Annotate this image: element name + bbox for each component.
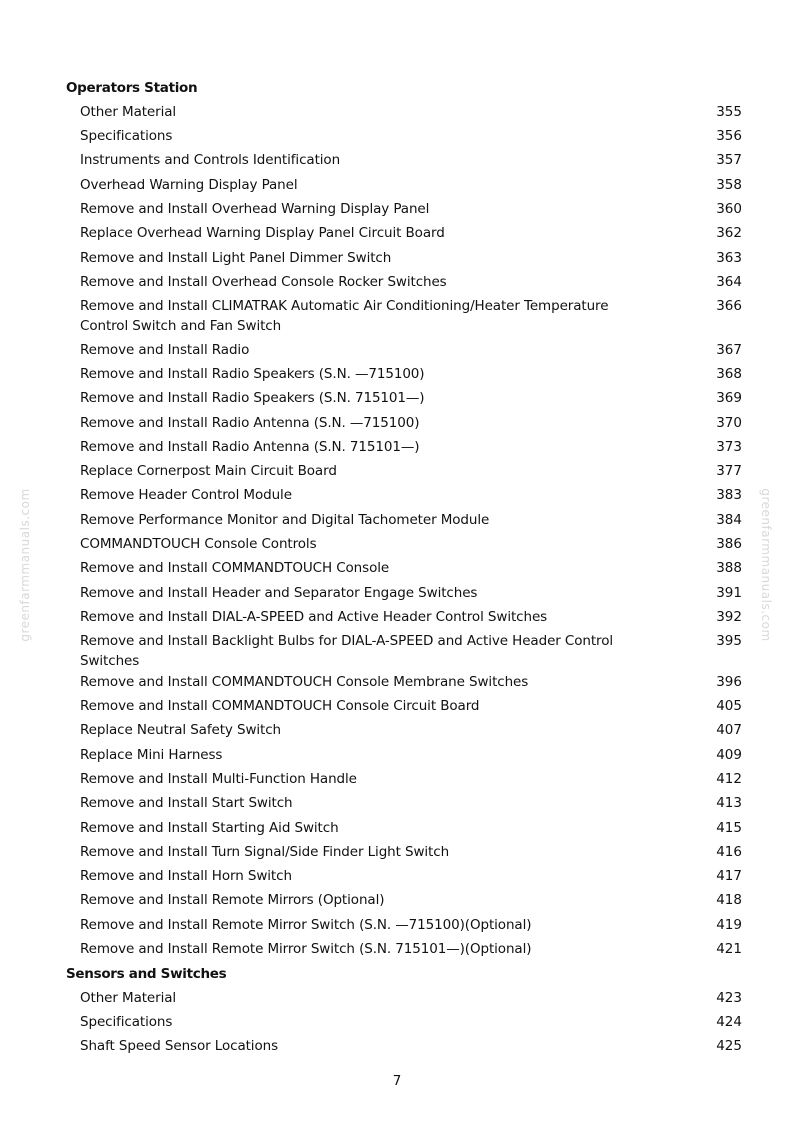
toc-entry[interactable]: [80, 101, 742, 125]
toc-entry-page: 368: [716, 365, 742, 382]
toc-entry[interactable]: [80, 296, 742, 340]
toc-entry[interactable]: [80, 793, 742, 817]
toc-entry-title: Remove and Install Start Switch: [80, 795, 293, 812]
watermark-left: greenfarmmanuals.com: [18, 488, 32, 642]
toc-entry-title: Remove and Install Overhead Console Rocker Switches: [80, 273, 447, 290]
toc-entry-title: Remove and Install Remote Mirrors (Optional): [80, 892, 385, 909]
table-of-contents: [0, 77, 794, 1060]
toc-entry-page: 425: [716, 1038, 742, 1055]
toc-entry[interactable]: [80, 1036, 742, 1060]
toc-entry-title: Replace Mini Harness: [80, 746, 223, 763]
toc-entry-title: Overhead Warning Display Panel: [80, 176, 298, 193]
toc-entry-page: 396: [716, 673, 742, 690]
toc-entry-title: Remove and Install Radio: [80, 341, 250, 358]
toc-entry[interactable]: [80, 671, 742, 695]
toc-entry-title: Remove and Install COMMANDTOUCH Console Membrane Switches: [80, 673, 529, 690]
toc-entry[interactable]: [80, 606, 742, 630]
toc-entry[interactable]: [80, 720, 742, 744]
toc-entry-page: 416: [716, 843, 742, 860]
toc-entry-title: Remove Header Control Module: [80, 487, 292, 504]
toc-entry-title: Remove and Install Light Panel Dimmer Switch: [80, 249, 392, 266]
toc-entry-page: 384: [716, 511, 742, 528]
toc-entry-page: 391: [716, 584, 742, 601]
toc-entry-page: 377: [716, 463, 742, 480]
toc-entry[interactable]: [80, 247, 742, 271]
toc-entry-title: Remove and Install Overhead Warning Display Panel: [80, 200, 430, 217]
toc-entry-page: 373: [716, 438, 742, 455]
toc-entry-title: Remove and Install Remote Mirror Switch (S.N. 715101—)(Optional): [80, 941, 532, 957]
toc-entry[interactable]: [80, 558, 742, 582]
toc-entry[interactable]: [80, 363, 742, 387]
toc-entry[interactable]: [80, 582, 742, 606]
toc-entry-page: 413: [716, 795, 742, 812]
section-entries: [0, 987, 794, 1060]
toc-entry-title: Remove and Install COMMANDTOUCH Console: [80, 560, 390, 577]
toc-entry[interactable]: [80, 150, 742, 174]
section-heading-sensors-and-switches: Sensors and Switches: [66, 965, 227, 982]
toc-entry[interactable]: [80, 339, 742, 363]
toc-entry[interactable]: [80, 485, 742, 509]
toc-entry[interactable]: [80, 631, 742, 672]
toc-entry[interactable]: [80, 509, 742, 533]
toc-entry-title: Shaft Speed Sensor Locations: [80, 1038, 279, 1055]
toc-entry[interactable]: [80, 841, 742, 865]
toc-entry[interactable]: [80, 914, 742, 938]
toc-entry-page: 415: [716, 819, 742, 836]
toc-entry-title: Remove and Install Radio Antenna (S.N. —715100): [80, 414, 420, 431]
section-entries: [0, 101, 794, 963]
toc-entry-title: Remove and Install DIAL-A-SPEED and Active Header Control Switches: [80, 608, 548, 625]
toc-entry-page: 392: [716, 608, 742, 625]
page-number: 7: [392, 1073, 402, 1089]
toc-entry-page: 417: [716, 868, 742, 885]
toc-entry-page: 364: [716, 273, 742, 290]
toc-entry[interactable]: [80, 866, 742, 890]
toc-entry[interactable]: [80, 768, 742, 792]
toc-entry-title: Remove and Install Multi-Function Handle: [80, 770, 357, 787]
toc-entry-title: Instruments and Controls Identification: [80, 152, 341, 169]
section-heading-operators-station: Operators Station: [66, 80, 198, 96]
toc-entry[interactable]: [80, 534, 742, 558]
toc-entry[interactable]: [80, 126, 742, 150]
toc-entry-title: Remove and Install Starting Aid Switch: [80, 819, 339, 836]
toc-entry-title: Other Material: [80, 103, 177, 120]
toc-entry[interactable]: [80, 198, 742, 222]
toc-entry-page: 367: [716, 341, 742, 358]
toc-entry-page: 360: [716, 200, 742, 217]
toc-entry-title: Remove and Install Radio Speakers (S.N. 715101—): [80, 390, 425, 407]
toc-entry[interactable]: [80, 461, 742, 485]
toc-entry[interactable]: [80, 939, 742, 963]
toc-entry-page: 412: [716, 770, 742, 787]
toc-entry-page: 369: [716, 390, 742, 407]
toc-entry-page: 358: [716, 176, 742, 193]
toc-entry-page: 386: [716, 536, 742, 553]
toc-entry-page: 418: [716, 892, 742, 909]
toc-entry-page: 362: [716, 225, 742, 242]
toc-entry-title: Remove and Install Radio Speakers (S.N. —715100): [80, 365, 425, 382]
toc-entry[interactable]: [80, 412, 742, 436]
toc-entry-page: 409: [716, 746, 742, 763]
toc-entry-title: Other Material: [80, 989, 177, 1006]
toc-entry-page: 424: [716, 1013, 742, 1030]
toc-entry-title: Remove and Install Remote Mirror Switch (S.N. —715100)(Optional): [80, 916, 532, 933]
toc-entry-page: 383: [716, 487, 742, 504]
toc-entry[interactable]: [80, 890, 742, 914]
toc-entry-page: 357: [716, 152, 742, 169]
toc-entry-page: 370: [716, 414, 742, 431]
toc-entry-page: 363: [716, 249, 742, 266]
toc-entry[interactable]: [80, 817, 742, 841]
toc-entry-page: 407: [716, 722, 742, 739]
toc-entry-page: 356: [716, 128, 742, 145]
toc-entry-title: Remove Performance Monitor and Digital Tachometer Module: [80, 511, 490, 528]
toc-entry-title: Replace Neutral Safety Switch: [80, 722, 282, 739]
toc-entry-page: 419: [716, 916, 742, 933]
toc-entry-title: Remove and Install Radio Antenna (S.N. 715101—): [80, 438, 420, 455]
toc-entry-page: 421: [716, 941, 742, 957]
toc-entry-title: Replace Overhead Warning Display Panel Circuit Board: [80, 225, 445, 242]
toc-entry[interactable]: [80, 174, 742, 198]
toc-entry-title: Remove and Install CLIMATRAK Automatic Air Conditioning/Heater Temperature Control Switch and Fan Switch: [80, 298, 609, 334]
toc-entry[interactable]: [80, 388, 742, 412]
toc-entry-title: Remove and Install Header and Separator Engage Switches: [80, 584, 478, 601]
toc-entry-page: 395: [716, 633, 742, 650]
toc-entry[interactable]: [80, 223, 742, 247]
toc-entry[interactable]: [80, 271, 742, 295]
toc-entry[interactable]: [80, 744, 742, 768]
toc-entry-title: Specifications: [80, 1013, 173, 1030]
toc-entry-title: Specifications: [80, 128, 173, 145]
toc-entry-title: Remove and Install Turn Signal/Side Finder Light Switch: [80, 843, 450, 860]
toc-entry-title: Remove and Install Backlight Bulbs for DIAL-A-SPEED and Active Header Control Switches: [80, 633, 614, 669]
toc-entry[interactable]: [80, 696, 742, 720]
watermark-right: greenfarmmanuals.com: [759, 488, 773, 642]
toc-entry-page: 405: [716, 698, 742, 715]
toc-entry-title: COMMANDTOUCH Console Controls: [80, 536, 317, 553]
toc-entry[interactable]: [80, 987, 742, 1011]
toc-entry-page: 388: [716, 560, 742, 577]
toc-entry-page: 355: [716, 103, 742, 120]
toc-entry-title: Remove and Install Horn Switch: [80, 868, 292, 885]
toc-entry[interactable]: [80, 436, 742, 460]
toc-entry-title: Remove and Install COMMANDTOUCH Console Circuit Board: [80, 698, 480, 715]
toc-entry-title: Replace Cornerpost Main Circuit Board: [80, 463, 337, 480]
toc-entry[interactable]: [80, 1011, 742, 1035]
toc-entry-page: 423: [716, 989, 742, 1006]
toc-entry-page: 366: [716, 298, 742, 315]
